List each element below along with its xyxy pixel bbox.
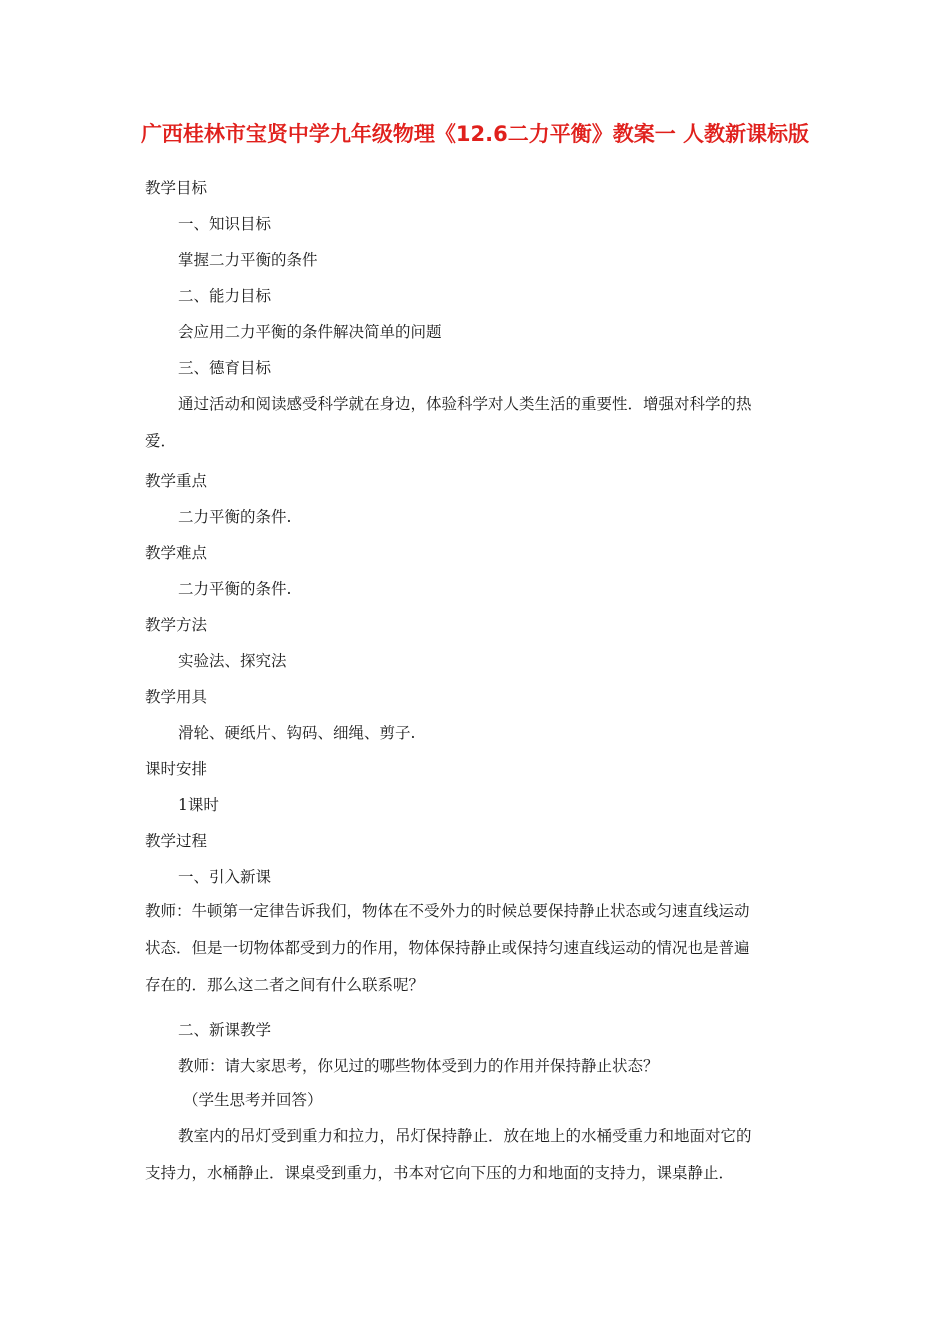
heading-class-schedule: 课时安排 [145,760,208,778]
paragraph-line: 通过活动和阅读感受科学就在身边，体验科学对人类生活的重要性．增强对科学的热 [178,395,752,413]
text-teacher-question: 教师：请大家思考，你见过的哪些物体受到力的作用并保持静止状态？ [178,1057,659,1075]
paragraph-teacher-intro [145,893,807,1004]
text-knowledge-goal: 掌握二力平衡的条件 [178,251,318,269]
subheading-knowledge-goal: 一、知识目标 [178,215,272,233]
heading-key-point: 教学重点 [145,472,208,490]
paragraph-line: 支持力，水桶静止．课桌受到重力，书本对它向下压的力和地面的支持力，课桌静止． [145,1164,735,1182]
heading-teaching-goals: 教学目标 [145,179,208,197]
paragraph-line: 教师：牛顿第一定律告诉我们，物体在不受外力的时候总要保持静止状态或匀速直线运动 [145,902,750,920]
heading-difficult-point: 教学难点 [145,544,208,562]
heading-teaching-tools: 教学用具 [145,688,208,706]
paragraph-student-answer [145,1118,807,1192]
paragraph-moral-goal [145,386,807,460]
heading-teaching-process: 教学过程 [145,832,208,850]
subheading-introduce-lesson: 一、引入新课 [178,868,272,886]
paragraph-line: 爱． [145,432,177,450]
text-teaching-tools: 滑轮、硬纸片、钩码、细绳、剪子. [178,724,416,742]
paragraph-line: 状态．但是一切物体都受到力的作用，物体保持静止或保持匀速直线运动的情况也是普遍 [145,939,750,957]
text-class-schedule: 1课时 [178,796,219,814]
heading-teaching-method: 教学方法 [145,616,208,634]
text-student-response-note: （学生思考并回答） [183,1091,323,1109]
paragraph-line: 存在的．那么这二者之间有什么联系呢？ [145,976,425,994]
document-title: 广西桂林市宝贤中学九年级物理《12.6二力平衡》教案一 人教新课标版 [140,122,810,146]
text-key-point: 二力平衡的条件. [178,508,292,526]
subheading-ability-goal: 二、能力目标 [178,287,272,305]
text-difficult-point: 二力平衡的条件. [178,580,292,598]
subheading-moral-goal: 三、德育目标 [178,359,272,377]
paragraph-line: 教室内的吊灯受到重力和拉力，吊灯保持静止．放在地上的水桶受重力和地面对它的 [178,1127,752,1145]
text-teaching-method: 实验法、探究法 [178,652,287,670]
subheading-new-lesson: 二、新课教学 [178,1021,272,1039]
text-ability-goal: 会应用二力平衡的条件解决简单的问题 [178,323,442,341]
